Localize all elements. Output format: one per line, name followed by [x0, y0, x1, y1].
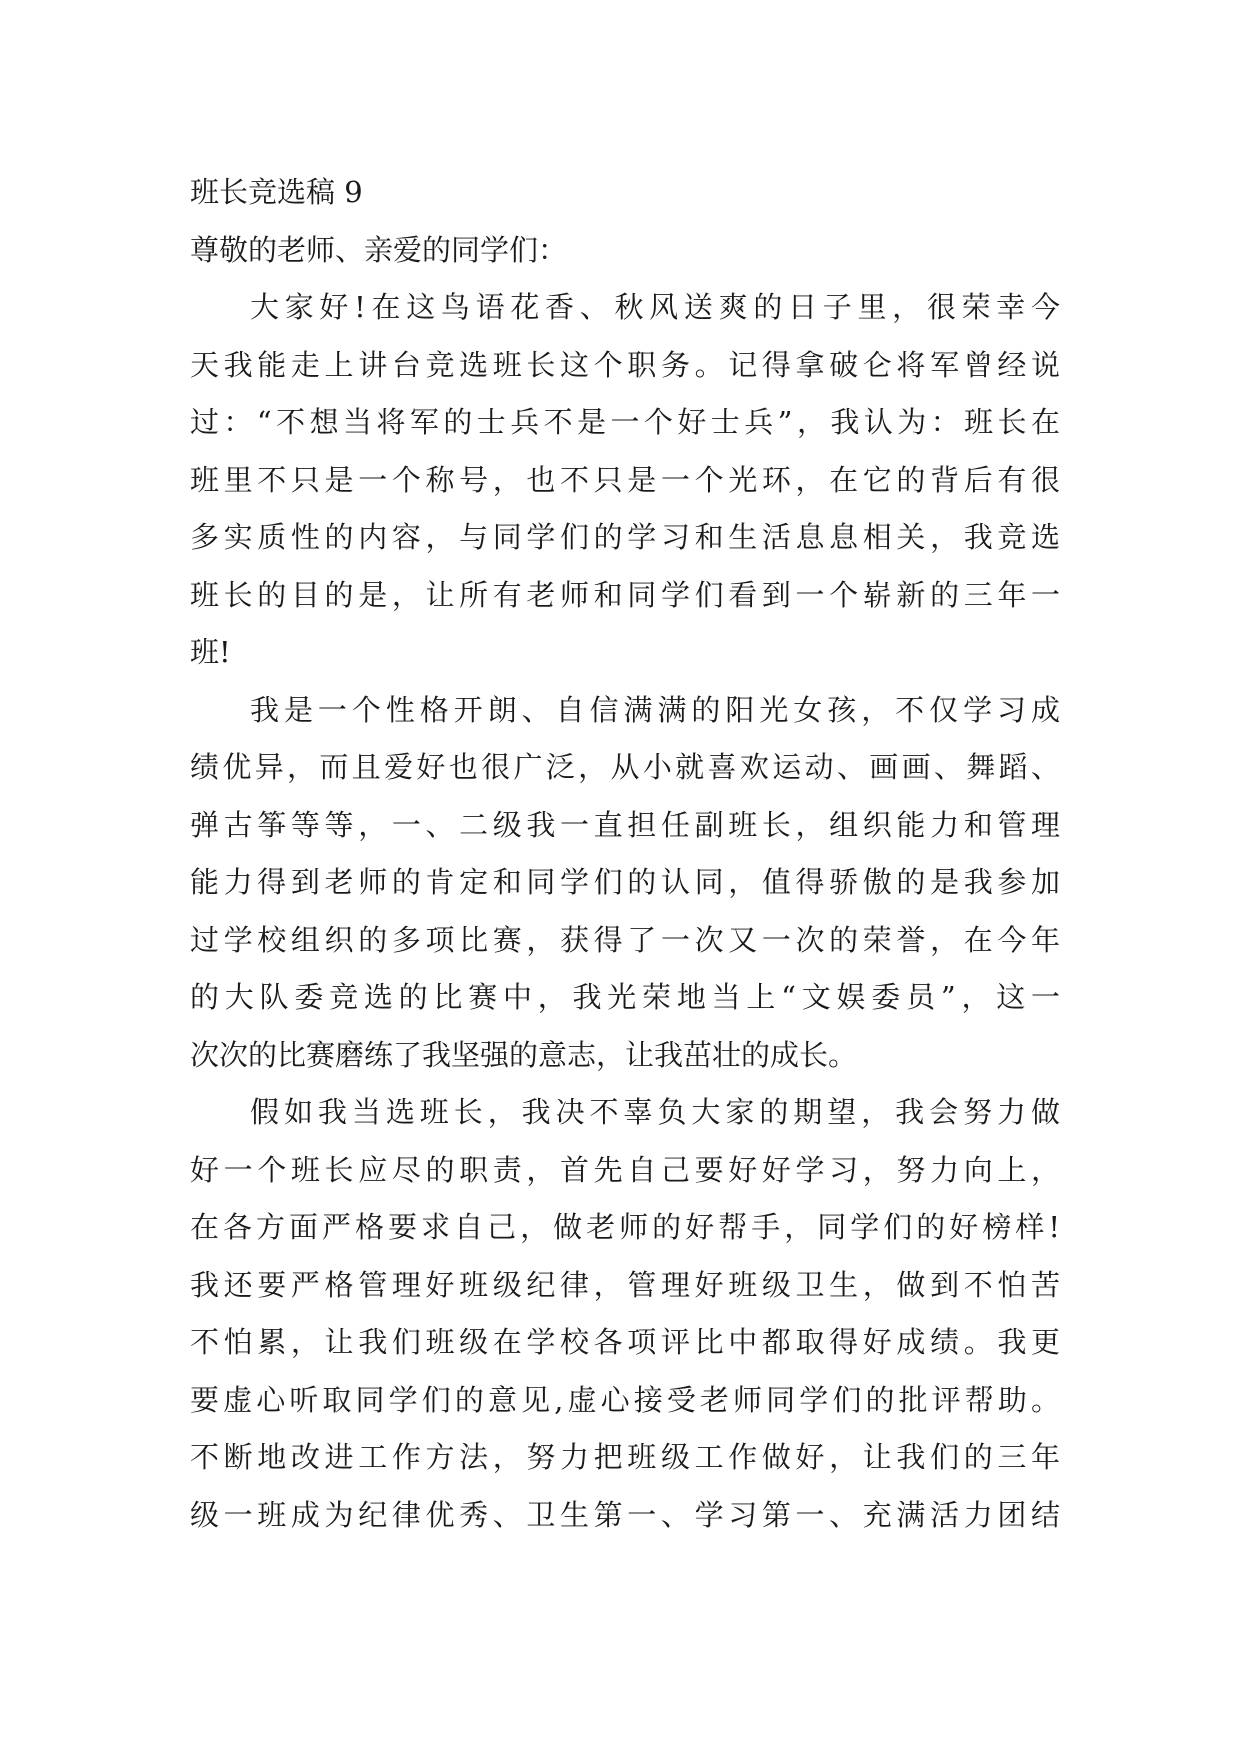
text-line: 绩优异，而且爱好也很广泛，从小就喜欢运动、画画、舞蹈、 — [190, 750, 1060, 784]
text-line: 班长的目的是，让所有老师和同学们看到一个崭新的三年一 — [190, 577, 1060, 612]
text-line: 我还要严格管理好班级纪律，管理好班级卫生，做到不怕苦 — [190, 1267, 1060, 1302]
text-line: 多实质性的内容，与同学们的学习和生活息息相关，我竞选 — [190, 520, 1060, 554]
text-line: 假如我当选班长，我决不辜负大家的期望，我会努力做 — [250, 1095, 1060, 1129]
text-line: 大家好!在这鸟语花香、秋风送爽的日子里，很荣幸今 — [250, 290, 1060, 324]
text-line: 在各方面严格要求自己，做老师的好帮手，同学们的好榜样! — [190, 1210, 1060, 1244]
text-line: 班! — [190, 635, 231, 669]
document-body — [190, 164, 1060, 1544]
salutation: 尊敬的老师、亲爱的同学们： — [190, 232, 568, 267]
paragraph-2 — [190, 682, 1060, 1085]
text-line: 过学校组织的多项比赛，获得了一次又一次的荣誉，在今年 — [190, 922, 1060, 957]
text-line: 次次的比赛磨练了我坚强的意志，让我茁壮的成长。 — [190, 1037, 858, 1072]
paragraph-3 — [190, 1084, 1060, 1544]
text-line: 要虚心听取同学们的意见,虚心接受老师同学们的批评帮助。 — [190, 1382, 1060, 1417]
text-line: 班里不只是一个称号，也不只是一个光环，在它的背后有很 — [190, 462, 1060, 497]
text-line: 不断地改进工作方法，努力把班级工作做好，让我们的三年 — [190, 1440, 1060, 1474]
text-line: 我是一个性格开朗、自信满满的阳光女孩，不仅学习成 — [250, 692, 1060, 727]
paragraph-1 — [190, 279, 1060, 682]
text-line: 好一个班长应尽的职责，首先自己要好好学习，努力向上， — [190, 1152, 1060, 1187]
text-line: 的大队委竞选的比赛中，我光荣地当上“文娱委员”，这一 — [190, 980, 1060, 1014]
text-line: 天我能走上讲台竞选班长这个职务。记得拿破仑将军曾经说 — [190, 347, 1060, 382]
text-line: 弹古筝等等，一、二级我一直担任副班长，组织能力和管理 — [190, 807, 1060, 842]
text-line: 过：“不想当将军的士兵不是一个好士兵”，我认为：班长在 — [190, 405, 1060, 439]
document-title: 班长竞选稿 9 — [190, 175, 363, 209]
text-line: 能力得到老师的肯定和同学们的认同，值得骄傲的是我参加 — [190, 865, 1060, 899]
text-line: 级一班成为纪律优秀、卫生第一、学习第一、充满活力团结 — [190, 1497, 1060, 1532]
text-line: 不怕累，让我们班级在学校各项评比中都取得好成绩。我更 — [190, 1325, 1060, 1359]
